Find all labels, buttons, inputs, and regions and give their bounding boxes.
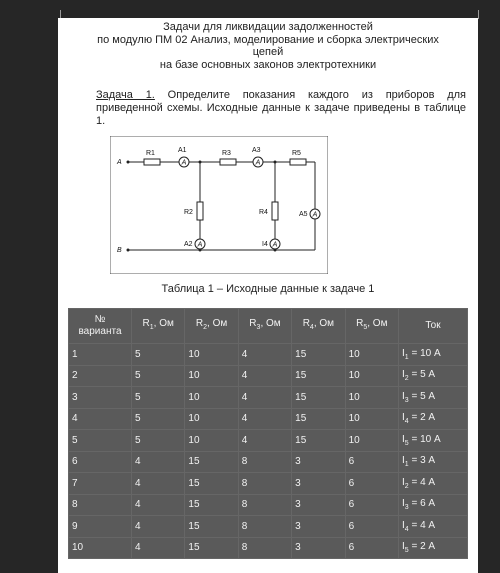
table-cell-n: 2 bbox=[69, 365, 132, 387]
table-cell-r5: 6 bbox=[345, 537, 398, 559]
table-row bbox=[69, 537, 468, 559]
junction-node bbox=[199, 249, 202, 252]
table-cell-r2: 10 bbox=[185, 344, 238, 366]
resistor-r4 bbox=[272, 202, 278, 220]
table-cell-n: 1 bbox=[69, 344, 132, 366]
ammeter-a3 bbox=[253, 157, 263, 167]
label-r1: R1 bbox=[146, 150, 155, 157]
table-cell-r5: 6 bbox=[345, 473, 398, 495]
table-cell-r5: 6 bbox=[345, 516, 398, 538]
table-cell-r1: 5 bbox=[132, 430, 185, 452]
table-cell-r5: 10 bbox=[345, 344, 398, 366]
table-cell-r4: 15 bbox=[292, 430, 345, 452]
table-cell-r3: 4 bbox=[238, 365, 291, 387]
table-cell-r3: 4 bbox=[238, 387, 291, 409]
table-cell-r3: 4 bbox=[238, 430, 291, 452]
task-text: Определите показания каждого из приборов для приведенной схемы. Исходные данные к задаче приведены в таблице 1. bbox=[96, 89, 466, 127]
table-cell-r3: 8 bbox=[238, 537, 291, 559]
svg-text:A: A bbox=[181, 159, 187, 167]
label-r2: R2 bbox=[184, 209, 193, 216]
table-cell-r3: 4 bbox=[238, 408, 291, 430]
table-cell-r2: 10 bbox=[185, 408, 238, 430]
table-cell-r1: 4 bbox=[132, 494, 185, 516]
table-cell-n: 7 bbox=[69, 473, 132, 495]
table-cell-r5: 6 bbox=[345, 494, 398, 516]
table-cell-r3: 8 bbox=[238, 516, 291, 538]
table-cell-r5: 10 bbox=[345, 408, 398, 430]
table-cell-current: $I_4 = 2$ А bbox=[399, 408, 468, 430]
document-heading bbox=[58, 21, 478, 71]
table-cell-current: $I_2 = 4$ А bbox=[399, 473, 468, 495]
table-cell-n: 8 bbox=[69, 494, 132, 516]
table-row bbox=[69, 451, 468, 473]
table-cell-r3: 8 bbox=[238, 451, 291, 473]
header-r4: $R_4$, Ом bbox=[292, 309, 345, 344]
table-cell-r2: 10 bbox=[185, 365, 238, 387]
table-cell-r4: 3 bbox=[292, 537, 345, 559]
heading-line: Задачи для ликвидации задолженностей bbox=[163, 21, 373, 33]
table-row bbox=[69, 344, 468, 366]
table-header-row bbox=[69, 309, 468, 344]
table-cell-r5: 10 bbox=[345, 365, 398, 387]
table-cell-current: $I_1 = 10$ А bbox=[399, 344, 468, 366]
table-cell-r1: 4 bbox=[132, 516, 185, 538]
table-cell-current: $I_2 = 5$ А bbox=[399, 365, 468, 387]
label-a5: A5 bbox=[299, 211, 308, 218]
label-node-b: B bbox=[117, 247, 122, 254]
label-a3: A3 bbox=[252, 147, 261, 154]
terminal-b bbox=[127, 249, 130, 252]
label-a1: A1 bbox=[178, 147, 187, 154]
header-r1: $R_1$, Ом bbox=[132, 309, 185, 344]
table-cell-r4: 15 bbox=[292, 365, 345, 387]
label-r3: R3 bbox=[222, 150, 231, 157]
table-cell-r3: 8 bbox=[238, 473, 291, 495]
table-row bbox=[69, 494, 468, 516]
resistor-r2 bbox=[197, 202, 203, 220]
table-cell-r2: 15 bbox=[185, 473, 238, 495]
resistor-r1 bbox=[144, 159, 160, 165]
table-cell-current: $I_3 = 5$ А bbox=[399, 387, 468, 409]
table-cell-r4: 15 bbox=[292, 344, 345, 366]
table-cell-r4: 3 bbox=[292, 494, 345, 516]
junction-node bbox=[199, 161, 202, 164]
table-cell-r4: 3 bbox=[292, 516, 345, 538]
table-cell-r2: 15 bbox=[185, 537, 238, 559]
table-cell-r5: 6 bbox=[345, 451, 398, 473]
document-page bbox=[58, 18, 478, 573]
label-a2: A2 bbox=[184, 241, 193, 248]
table-cell-current: $I_3 = 6$ А bbox=[399, 494, 468, 516]
svg-text:A: A bbox=[255, 159, 261, 167]
table-cell-n: 10 bbox=[69, 537, 132, 559]
junction-node bbox=[274, 161, 277, 164]
table-cell-current: $I_4 = 4$ А bbox=[399, 516, 468, 538]
table-row bbox=[69, 516, 468, 538]
heading-line: по модулю ПМ 02 Анализ, моделирование и сборка электрических bbox=[97, 33, 439, 46]
table-cell-r4: 15 bbox=[292, 408, 345, 430]
label-r4: R4 bbox=[259, 209, 268, 216]
heading-line: цепей bbox=[252, 46, 284, 58]
task-label: Задача 1. bbox=[96, 89, 155, 101]
terminal-a bbox=[127, 161, 130, 164]
heading-line: на базе основных законов электротехники bbox=[159, 58, 377, 71]
table-cell-n: 4 bbox=[69, 408, 132, 430]
table-cell-r4: 3 bbox=[292, 473, 345, 495]
label-i4: I4 bbox=[262, 241, 268, 248]
header-r2: $R_2$, Ом bbox=[185, 309, 238, 344]
table-row bbox=[69, 387, 468, 409]
ammeter-a5 bbox=[310, 209, 320, 219]
svg-text:A: A bbox=[312, 211, 318, 219]
resistor-r5 bbox=[290, 159, 306, 165]
table-cell-r1: 5 bbox=[132, 344, 185, 366]
table-row bbox=[69, 473, 468, 495]
table-cell-n: 6 bbox=[69, 451, 132, 473]
header-variant: № варианта bbox=[69, 309, 132, 344]
table-cell-r4: 3 bbox=[292, 451, 345, 473]
table-cell-r2: 15 bbox=[185, 494, 238, 516]
table-cell-r2: 10 bbox=[185, 387, 238, 409]
header-current: Ток bbox=[399, 309, 468, 344]
table-cell-n: 5 bbox=[69, 430, 132, 452]
ammeter-a2 bbox=[195, 239, 205, 249]
table-row bbox=[69, 408, 468, 430]
table-cell-r1: 4 bbox=[132, 537, 185, 559]
table-cell-r1: 4 bbox=[132, 473, 185, 495]
table-row bbox=[69, 365, 468, 387]
table-cell-r3: 4 bbox=[238, 344, 291, 366]
table-cell-r5: 10 bbox=[345, 430, 398, 452]
circuit-diagram bbox=[110, 136, 328, 274]
table-cell-r5: 10 bbox=[345, 387, 398, 409]
data-table bbox=[68, 308, 468, 559]
table-cell-current: $I_1 = 3$ А bbox=[399, 451, 468, 473]
table-cell-r1: 4 bbox=[132, 451, 185, 473]
table-cell-r1: 5 bbox=[132, 365, 185, 387]
table-cell-n: 9 bbox=[69, 516, 132, 538]
table-cell-n: 3 bbox=[69, 387, 132, 409]
header-r3: $R_3$, Ом bbox=[238, 309, 291, 344]
header-r5: $R_5$, Ом bbox=[345, 309, 398, 344]
resistor-r3 bbox=[220, 159, 236, 165]
table-cell-r1: 5 bbox=[132, 387, 185, 409]
table-cell-r1: 5 bbox=[132, 408, 185, 430]
label-r5: R5 bbox=[292, 150, 301, 157]
table-caption: Таблица 1 – Исходные данные к задаче 1 bbox=[161, 283, 375, 295]
table-cell-current: $I_5 = 10$ А bbox=[399, 430, 468, 452]
ammeter-a4 bbox=[270, 239, 280, 249]
task-statement bbox=[96, 89, 466, 128]
table-cell-r3: 8 bbox=[238, 494, 291, 516]
table-cell-r2: 15 bbox=[185, 516, 238, 538]
svg-text:A: A bbox=[272, 241, 278, 249]
label-node-a: A bbox=[117, 159, 122, 166]
ammeter-a1 bbox=[179, 157, 189, 167]
junction-node bbox=[274, 249, 277, 252]
table-row bbox=[69, 430, 468, 452]
table-cell-current: $I_5 = 2$ А bbox=[399, 537, 468, 559]
table-cell-r2: 10 bbox=[185, 430, 238, 452]
table-cell-r2: 15 bbox=[185, 451, 238, 473]
svg-text:A: A bbox=[197, 241, 203, 249]
table-cell-r4: 15 bbox=[292, 387, 345, 409]
